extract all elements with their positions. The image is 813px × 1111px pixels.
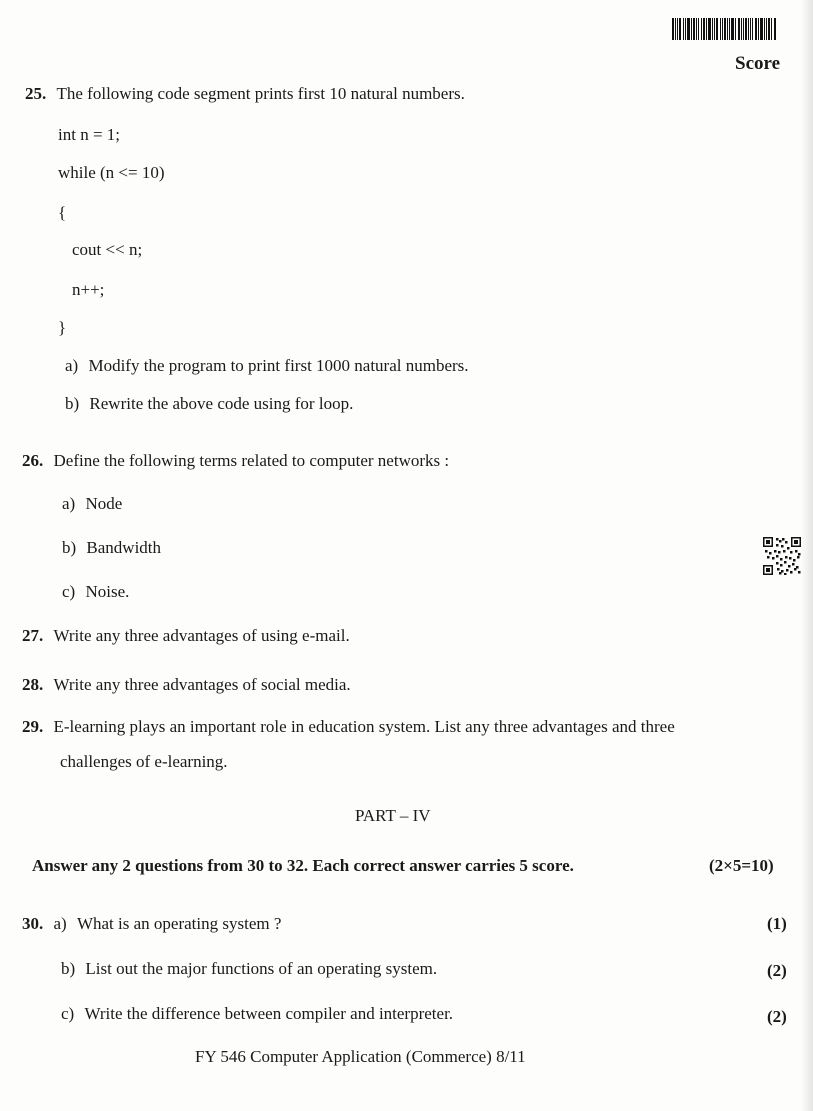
qr-module — [776, 555, 779, 558]
code-line: int n = 1; — [58, 125, 121, 144]
question-25 — [25, 84, 465, 104]
qr-module — [766, 540, 770, 544]
qr-module — [776, 562, 779, 565]
barcode-bar — [675, 18, 676, 40]
qr-module — [767, 556, 770, 559]
sub-question-label: b) — [65, 394, 80, 413]
barcode-bar — [722, 18, 723, 40]
qr-module — [784, 561, 787, 564]
barcode-bar — [741, 18, 742, 40]
sub-question — [65, 394, 353, 414]
barcode-bar — [764, 18, 765, 40]
qr-module — [784, 573, 787, 575]
sub-question-text: Bandwidth — [86, 538, 162, 557]
barcode-bar — [672, 18, 674, 40]
qr-module — [785, 541, 788, 544]
qr-module — [778, 551, 781, 554]
qr-module — [772, 557, 775, 560]
barcode — [672, 18, 794, 40]
sub-question — [62, 494, 122, 514]
barcode-bar — [683, 18, 684, 40]
question-text: Write any three advantages of social media. — [53, 675, 351, 694]
qr-module — [795, 550, 798, 553]
question-number: 28. — [22, 675, 44, 694]
barcode-bar — [712, 18, 713, 40]
qr-module — [780, 558, 783, 561]
qr-module — [777, 568, 780, 571]
sub-question-text: What is an operating system ? — [76, 914, 282, 933]
qr-module — [781, 545, 784, 548]
barcode-bar — [735, 18, 736, 40]
qr-module — [792, 563, 795, 566]
sub-question-text: Write the difference between compiler and interpreter. — [84, 1004, 454, 1023]
barcode-bar — [755, 18, 757, 40]
code-line: } — [58, 318, 67, 337]
score-label: Score — [735, 53, 781, 74]
question-number: 29. — [22, 717, 44, 736]
qr-module — [776, 538, 779, 541]
qr-module — [782, 538, 785, 541]
sub-question — [62, 582, 129, 602]
barcode-bar — [750, 18, 751, 40]
qr-module — [793, 559, 796, 562]
barcode-bar — [727, 18, 728, 40]
sub-question-label: c) — [61, 1004, 75, 1023]
barcode-bar — [768, 18, 770, 40]
barcode-bar — [703, 18, 705, 40]
sub-question-label: a) — [53, 914, 67, 933]
qr-module — [776, 544, 779, 547]
sub-question-text: List out the major functions of an operating system. — [85, 959, 438, 978]
barcode-bar — [693, 18, 695, 40]
barcode-bar — [679, 18, 681, 40]
question-number: 26. — [22, 451, 44, 470]
qr-module — [785, 556, 788, 559]
qr-module — [783, 550, 786, 553]
qr-module — [780, 564, 783, 567]
sub-question-label: b) — [62, 538, 77, 557]
marks-value: (2) — [767, 1007, 787, 1026]
qr-module — [797, 556, 800, 559]
sub-question — [61, 959, 437, 979]
part-title: PART – IV — [355, 806, 431, 825]
barcode-bar — [706, 18, 707, 40]
barcode-bar — [696, 18, 697, 40]
barcode-bar — [701, 18, 702, 40]
barcode-bar — [745, 18, 747, 40]
sub-question — [62, 538, 161, 558]
qr-module — [779, 540, 782, 543]
question-28 — [22, 675, 351, 695]
qr-module — [788, 565, 791, 568]
qr-module — [769, 552, 772, 555]
question-29-continued: challenges of e-learning. — [60, 752, 228, 771]
barcode-bar — [685, 18, 686, 40]
code-line: { — [58, 203, 67, 222]
part-instruction: Answer any 2 questions from 30 to 32. Each correct answer carries 5 score. — [32, 856, 574, 875]
sub-question-text: Modify the program to print first 1000 natural numbers. — [88, 356, 469, 375]
question-30 — [22, 914, 281, 934]
barcode-bar — [752, 18, 753, 40]
part-marks: (2×5=10) — [709, 856, 774, 875]
barcode-bar — [720, 18, 721, 40]
sub-question-text: Node — [85, 494, 123, 513]
qr-module — [786, 569, 789, 572]
qr-module — [790, 571, 793, 574]
question-text: The following code segment prints first 10 natural numbers. — [56, 84, 465, 103]
question-text: E-learning plays an important role in education system. List any three advantages and three — [53, 717, 675, 736]
question-number: 27. — [22, 626, 44, 645]
sub-question-text: Noise. — [85, 582, 130, 601]
sub-question — [65, 356, 469, 376]
qr-module — [779, 572, 782, 575]
question-29 — [22, 717, 675, 737]
barcode-bar — [691, 18, 692, 40]
page-footer: FY 546 Computer Application (Commerce) 8/11 — [195, 1047, 526, 1066]
barcode-bar — [677, 18, 678, 40]
question-text: Write any three advantages of using e-mail. — [53, 626, 350, 645]
qr-module — [789, 557, 792, 560]
sub-question-label: a) — [65, 356, 79, 375]
barcode-bar — [766, 18, 767, 40]
sub-question — [61, 1004, 453, 1024]
sub-question-text: Rewrite the above code using for loop. — [89, 394, 354, 413]
sub-question-label: c) — [62, 582, 76, 601]
qr-module — [787, 547, 790, 550]
marks-value: (2) — [767, 961, 787, 980]
barcode-bar — [729, 18, 730, 40]
barcode-bar — [716, 18, 718, 40]
barcode-bar — [698, 18, 699, 40]
question-text: Define the following terms related to computer networks : — [53, 451, 450, 470]
barcode-bar — [687, 18, 690, 40]
barcode-bar — [774, 18, 776, 40]
qr-module — [794, 540, 798, 544]
qr-module — [790, 551, 793, 554]
sub-question-label: b) — [61, 959, 76, 978]
question-number: 25. — [25, 84, 47, 103]
question-26 — [22, 451, 449, 471]
barcode-bar — [738, 18, 740, 40]
barcode-bar — [748, 18, 749, 40]
question-number: 30. — [22, 914, 44, 933]
barcode-bar — [714, 18, 715, 40]
barcode-bar — [771, 18, 772, 40]
barcode-bar — [760, 18, 763, 40]
barcode-bar — [731, 18, 734, 40]
marks-value: (1) — [767, 914, 787, 933]
sub-question-label: a) — [62, 494, 76, 513]
question-27 — [22, 626, 350, 646]
barcode-bar — [758, 18, 759, 40]
qr-code-icon — [763, 537, 801, 575]
qr-module — [766, 568, 770, 572]
qr-module — [765, 550, 768, 553]
barcode-bar — [724, 18, 726, 40]
code-line: cout << n; — [72, 240, 143, 259]
code-line: n++; — [72, 280, 105, 299]
barcode-bar — [743, 18, 744, 40]
barcode-bar — [708, 18, 711, 40]
qr-module — [794, 568, 797, 571]
page-edge-shadow — [801, 0, 813, 1111]
qr-module — [774, 550, 777, 553]
code-line: while (n <= 10) — [58, 163, 165, 182]
